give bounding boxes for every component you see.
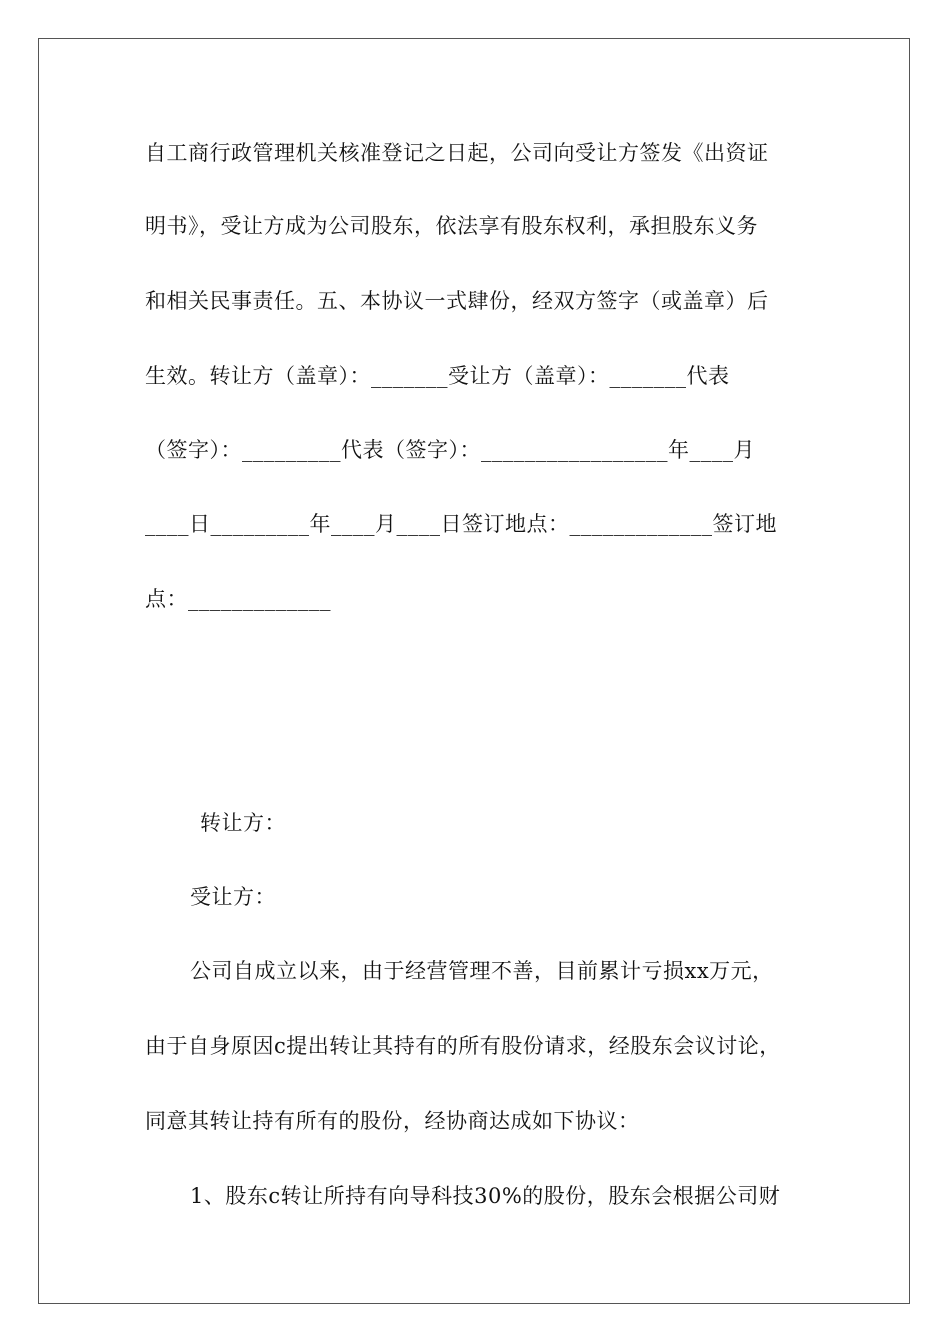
paragraph-line-1: 自工商行政管理机关核准登记之日起，公司向受让方签发《出资证 — [145, 141, 769, 165]
paragraph-line-3: 和相关民事责任。五、本协议一式肆份，经双方签字（或盖章）后 — [145, 289, 769, 313]
body-line-4: 1、股东c转让所持有向导科技30%的股份，股东会根据公司财 — [190, 1184, 781, 1208]
body-line-2: 由于自身原因c提出转让其持有的所有股份请求，经股东会议讨论， — [145, 1034, 781, 1058]
transferor-label: 转让方： — [200, 811, 286, 835]
body-line-1: 公司自成立以来，由于经营管理不善，目前累计亏损xx万元， — [190, 959, 774, 983]
paragraph-line-5: （签字）：_________代表（签字）：_________________年____月 — [145, 438, 755, 462]
paragraph-line-7: 点：_____________ — [145, 587, 331, 611]
body-line-3: 同意其转让持有所有的股份，经协商达成如下协议： — [145, 1109, 640, 1133]
paragraph-line-2: 明书》，受让方成为公司股东，依法享有股东权利，承担股东义务 — [145, 214, 758, 238]
paragraph-line-6: ____日_________年____月____日签订地点：_____________签订地 — [145, 512, 777, 536]
paragraph-line-4: 生效。转让方（盖章）：_______受让方（盖章）：_______代表 — [145, 364, 730, 388]
transferee-label: 受让方： — [190, 885, 276, 909]
